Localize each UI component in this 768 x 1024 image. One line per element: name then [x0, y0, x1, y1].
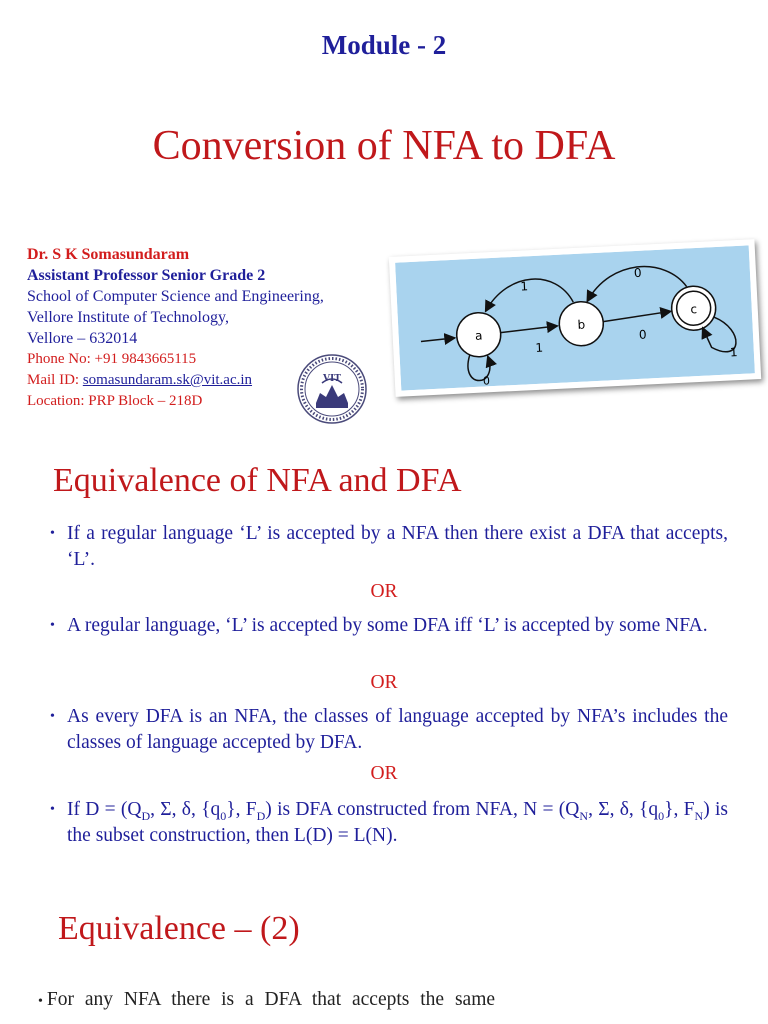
bullet-glyph: •	[38, 994, 43, 1009]
section1-bullet-2	[50, 613, 728, 639]
state-c-label: c	[690, 302, 698, 317]
bullet-text: If $D = (Q_D$, Σ, δ, $\{q_0\}$, $F_D$) is DFA constructed from NFA, $N = (Q_N$, Σ, δ, $\{q_0\}$, $F_N$) is the subset construction, then L(D) = L(N).	[67, 799, 728, 846]
edge-c-self-label: 1	[729, 345, 738, 360]
automaton-svg	[395, 245, 755, 390]
author-name: Dr. S K Somasundaram	[27, 246, 190, 263]
edge-c-to-b-label: 0	[633, 265, 642, 281]
section1-bullet-4	[50, 797, 728, 849]
edge-a-self-label: 0	[482, 374, 491, 388]
or-separator-1: OR	[370, 581, 398, 602]
location-label: Location:	[27, 393, 85, 409]
state-b-label: b	[577, 317, 586, 332]
module-label: Module - 2	[321, 30, 447, 60]
bullet-glyph: •	[50, 802, 55, 817]
location-value: PRP Block – 218D	[88, 393, 203, 409]
state-a-label: a	[474, 328, 483, 343]
section1-heading: Equivalence of NFA and DFA	[53, 462, 462, 499]
section2-heading: Equivalence – (2)	[58, 910, 300, 947]
bullet-text: A regular language, ‘L’ is accepted by some DFA iff ‘L’ is accepted by some NFA.	[67, 615, 708, 636]
section1-bullet-1	[50, 521, 728, 573]
author-city: Vellore – 632014	[27, 330, 138, 347]
automaton-diagram	[389, 239, 761, 397]
or-separator-2: OR	[370, 672, 398, 693]
phone-number: +91 9843665115	[94, 351, 197, 367]
bullet-text: For any NFA there is a DFA that accepts the same	[46, 989, 496, 1010]
author-school: School of Computer Science and Engineering,	[27, 288, 324, 305]
vit-seal-icon	[296, 353, 368, 425]
edge-b-to-a-label: 1	[520, 279, 529, 294]
section1-bullet-3	[50, 704, 728, 756]
page-title: Conversion of NFA to DFA	[152, 123, 616, 169]
mail-label: Mail ID:	[27, 372, 80, 388]
author-institute: Vellore Institute of Technology,	[27, 309, 229, 326]
bullet-text: As every DFA is an NFA, the classes of language accepted by NFA’s includes the classes of language accepted by DFA.	[67, 706, 728, 753]
phone-label: Phone No:	[27, 351, 91, 367]
or-separator-3: OR	[370, 763, 398, 784]
mail-link[interactable]: somasundaram.sk@vit.ac.in	[82, 372, 253, 388]
vit-seal	[296, 353, 368, 425]
bullet-glyph: •	[50, 709, 55, 724]
bullet-text: If a regular language ‘L’ is accepted by a NFA then there exist a DFA that accepts, ‘L’.	[67, 523, 728, 570]
author-designation: Assistant Professor Senior Grade 2	[27, 267, 266, 284]
bullet-glyph: •	[50, 526, 55, 541]
seal-text: VIT	[323, 374, 341, 384]
edge-a-to-b-label: 1	[535, 340, 544, 355]
section2-bullet-1	[38, 989, 738, 1011]
bullet-glyph: •	[50, 618, 55, 633]
edge-b-to-c-label: 0	[638, 327, 647, 342]
